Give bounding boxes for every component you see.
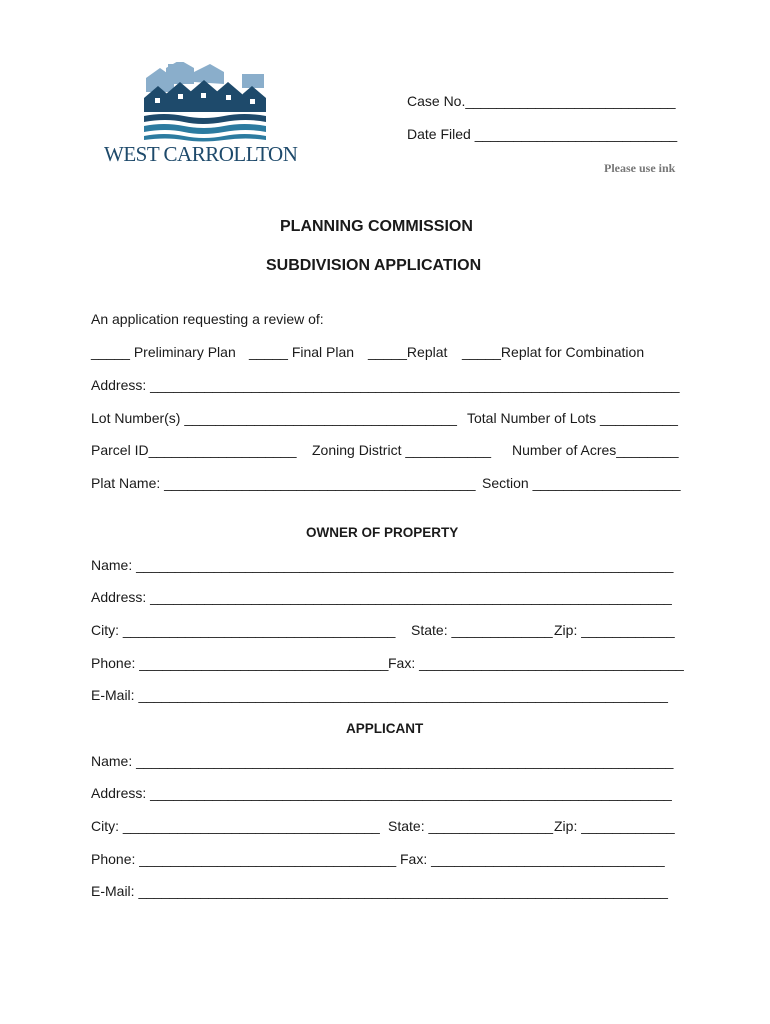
parcel-id-field[interactable]: Parcel ID___________________ [91, 442, 297, 458]
owner-fax-field[interactable]: Fax: __________________________________ [388, 655, 684, 671]
final-plan-option[interactable]: _____ Final Plan [249, 344, 355, 360]
owner-state-field[interactable]: State: _____________ [411, 622, 553, 638]
preliminary-plan-option[interactable]: _____ Preliminary Plan [91, 344, 236, 360]
page-subtitle: SUBDIVISION APPLICATION [266, 257, 482, 274]
owner-heading: OWNER OF PROPERTY [306, 525, 459, 540]
applicant-phone-field[interactable]: Phone: _________________________________ [91, 851, 397, 867]
applicant-name-field[interactable]: Name: _____________________________________________________________________ [91, 753, 674, 769]
west-carrollton-logo [102, 62, 312, 168]
logo-wordmark: WEST CARROLLTON [104, 142, 298, 166]
applicant-address-field[interactable]: Address: ___________________________________________________________________ [91, 785, 672, 801]
replat-option[interactable]: _____Replat [368, 344, 448, 360]
zoning-district-field[interactable]: Zoning District ___________ [312, 442, 492, 458]
number-of-acres-field[interactable]: Number of Acres________ [512, 442, 679, 458]
owner-address-field[interactable]: Address: ___________________________________________________________________ [91, 589, 672, 605]
applicant-zip-field[interactable]: Zip: ____________ [554, 818, 675, 834]
total-lots-field[interactable]: Total Number of Lots __________ [467, 410, 678, 426]
owner-zip-field[interactable]: Zip: ____________ [554, 622, 675, 638]
property-address-field[interactable]: Address: ____________________________________________________________________ [91, 377, 680, 393]
owner-phone-field[interactable]: Phone: ________________________________ [91, 655, 389, 671]
page-title: PLANNING COMMISSION [280, 218, 473, 235]
ink-note: Please use ink [604, 161, 676, 175]
plat-name-field[interactable]: Plat Name: ________________________________________ [91, 475, 476, 491]
section-field[interactable]: Section ___________________ [482, 475, 681, 491]
applicant-email-field[interactable]: E-Mail: ____________________________________________________________________ [91, 883, 668, 899]
intro-text: An application requesting a review of: [91, 311, 324, 327]
owner-email-field[interactable]: E-Mail: ____________________________________________________________________ [91, 687, 668, 703]
replat-combination-option[interactable]: _____Replat for Combination [462, 344, 645, 360]
case-number-field[interactable]: Case No.___________________________ [407, 93, 676, 109]
owner-city-field[interactable]: City: ___________________________________ [91, 622, 396, 638]
owner-name-field[interactable]: Name: _____________________________________________________________________ [91, 557, 674, 573]
date-filed-field[interactable]: Date Filed __________________________ [407, 126, 678, 142]
applicant-state-field[interactable]: State: ________________ [388, 818, 554, 834]
lot-numbers-field[interactable]: Lot Number(s) ___________________________________ [91, 410, 457, 426]
applicant-city-field[interactable]: City: _________________________________ [91, 818, 380, 834]
applicant-fax-field[interactable]: Fax: ______________________________ [400, 851, 665, 867]
applicant-heading: APPLICANT [346, 721, 424, 736]
